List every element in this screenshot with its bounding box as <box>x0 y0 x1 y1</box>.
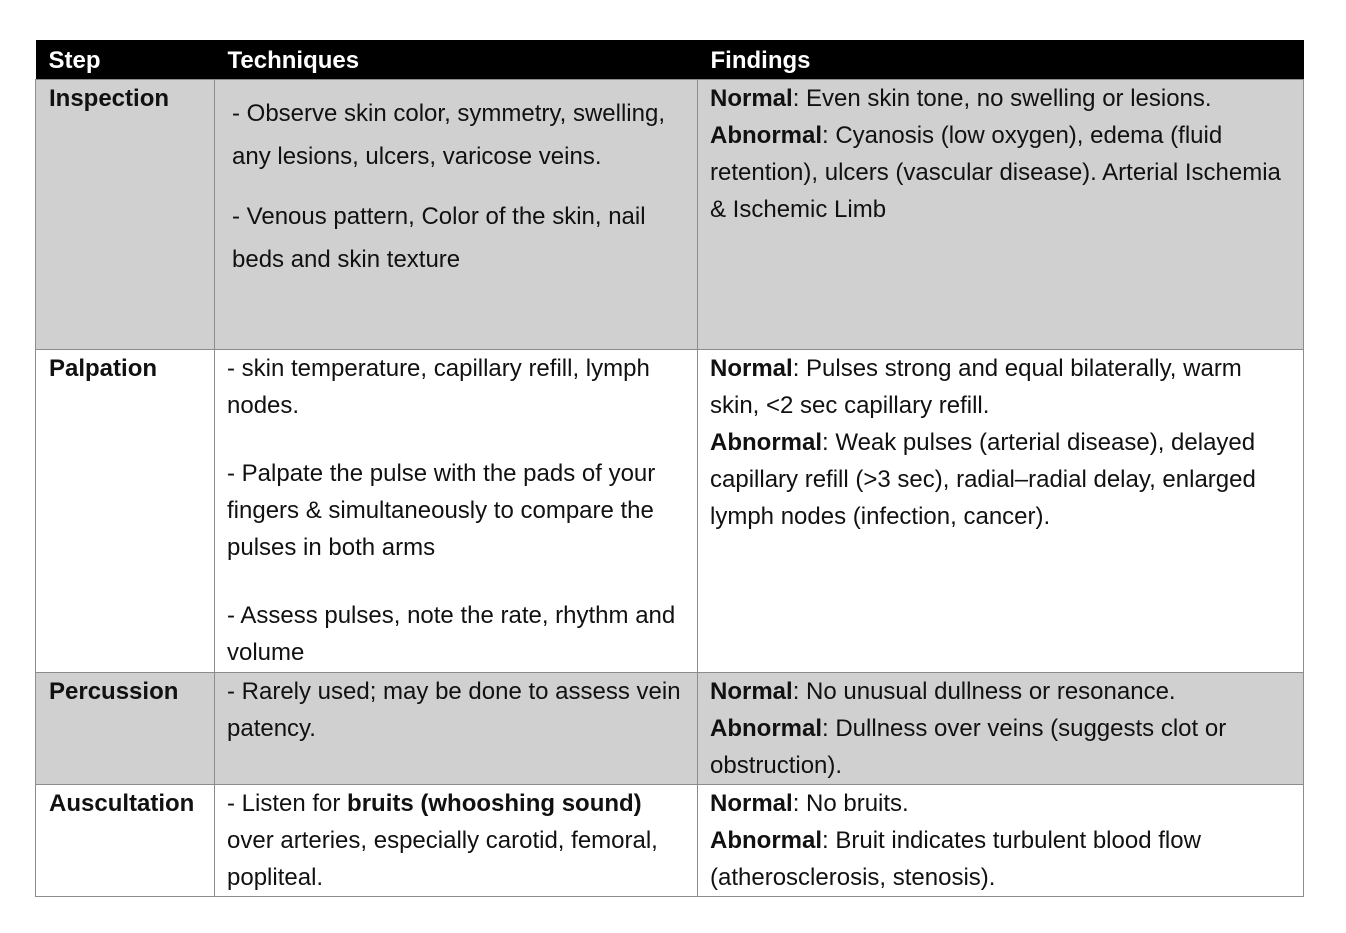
abnormal-finding <box>710 710 1293 784</box>
abnormal-label: Abnormal <box>710 715 823 742</box>
step-cell: Palpation <box>36 350 215 673</box>
technique-emphasis: bruits (whooshing sound) <box>347 790 642 817</box>
technique-item: - Palpate the pulse with the pads of your fingers & simultaneously to compare the pulses in both arms <box>227 460 656 561</box>
normal-label: Normal <box>710 355 793 382</box>
findings-cell <box>698 785 1304 897</box>
abnormal-label: Abnormal <box>710 429 823 456</box>
normal-text: : Pulses strong and equal bilaterally, warm skin, <2 sec capillary refill. <box>710 355 1242 419</box>
abnormal-text: : Cyanosis (low oxygen), edema (fluid retention), ulcers (vascular disease). Arterial Ischemia & Ischemic Limb <box>710 122 1281 223</box>
abnormal-text: : Bruit indicates turbulent blood flow (atherosclerosis, stenosis). <box>710 827 1201 891</box>
step-cell: Inspection <box>36 80 215 350</box>
header-techniques: Techniques <box>215 40 698 80</box>
normal-text: : No unusual dullness or resonance. <box>792 678 1176 705</box>
normal-label: Normal <box>710 790 793 817</box>
step-cell: Auscultation <box>36 785 215 897</box>
vascular-assessment-table <box>35 40 1304 897</box>
findings-cell <box>698 80 1304 350</box>
technique-item <box>227 785 687 896</box>
techniques-cell <box>215 350 698 673</box>
technique-item: - skin temperature, capillary refill, lymph nodes. <box>227 355 650 419</box>
normal-label: Normal <box>710 85 793 112</box>
normal-finding <box>710 350 1293 424</box>
technique-suffix: over arteries, especially carotid, femoral, popliteal. <box>227 827 658 891</box>
table-row-palpation <box>36 350 1304 673</box>
normal-finding <box>710 673 1293 710</box>
technique-item: - Venous pattern, Color of the skin, nail beds and skin texture <box>232 203 646 273</box>
table-row-inspection <box>36 80 1304 350</box>
abnormal-label: Abnormal <box>710 122 823 149</box>
step-cell: Percussion <box>36 673 215 785</box>
table-row-percussion <box>36 673 1304 785</box>
technique-item: - Assess pulses, note the rate, rhythm and volume <box>227 602 676 666</box>
header-findings: Findings <box>698 40 1304 80</box>
technique-prefix: - Listen for <box>227 790 348 817</box>
abnormal-finding <box>710 822 1293 896</box>
table-header-row <box>36 40 1304 80</box>
techniques-cell <box>215 785 698 897</box>
table-row-auscultation <box>36 785 1304 897</box>
assessment-table-container <box>35 40 1303 897</box>
abnormal-text: : Dullness over veins (suggests clot or obstruction). <box>710 715 1227 779</box>
techniques-cell <box>215 673 698 785</box>
techniques-cell <box>215 80 698 350</box>
normal-text: : Even skin tone, no swelling or lesions. <box>792 85 1212 112</box>
normal-text: : No bruits. <box>792 790 909 817</box>
technique-item: - Rarely used; may be done to assess vein patency. <box>227 678 681 742</box>
abnormal-text: : Weak pulses (arterial disease), delayed capillary refill (>3 sec), radial–radial delay, enlarged lymph nodes (infection, cancer). <box>710 429 1256 530</box>
normal-label: Normal <box>710 678 793 705</box>
abnormal-finding <box>710 424 1293 535</box>
normal-finding <box>710 80 1293 117</box>
abnormal-finding <box>710 117 1293 228</box>
header-step: Step <box>36 40 215 80</box>
abnormal-label: Abnormal <box>710 827 823 854</box>
findings-cell <box>698 673 1304 785</box>
normal-finding <box>710 785 1293 822</box>
findings-cell <box>698 350 1304 673</box>
technique-item: - Observe skin color, symmetry, swelling, any lesions, ulcers, varicose veins. <box>232 100 665 170</box>
